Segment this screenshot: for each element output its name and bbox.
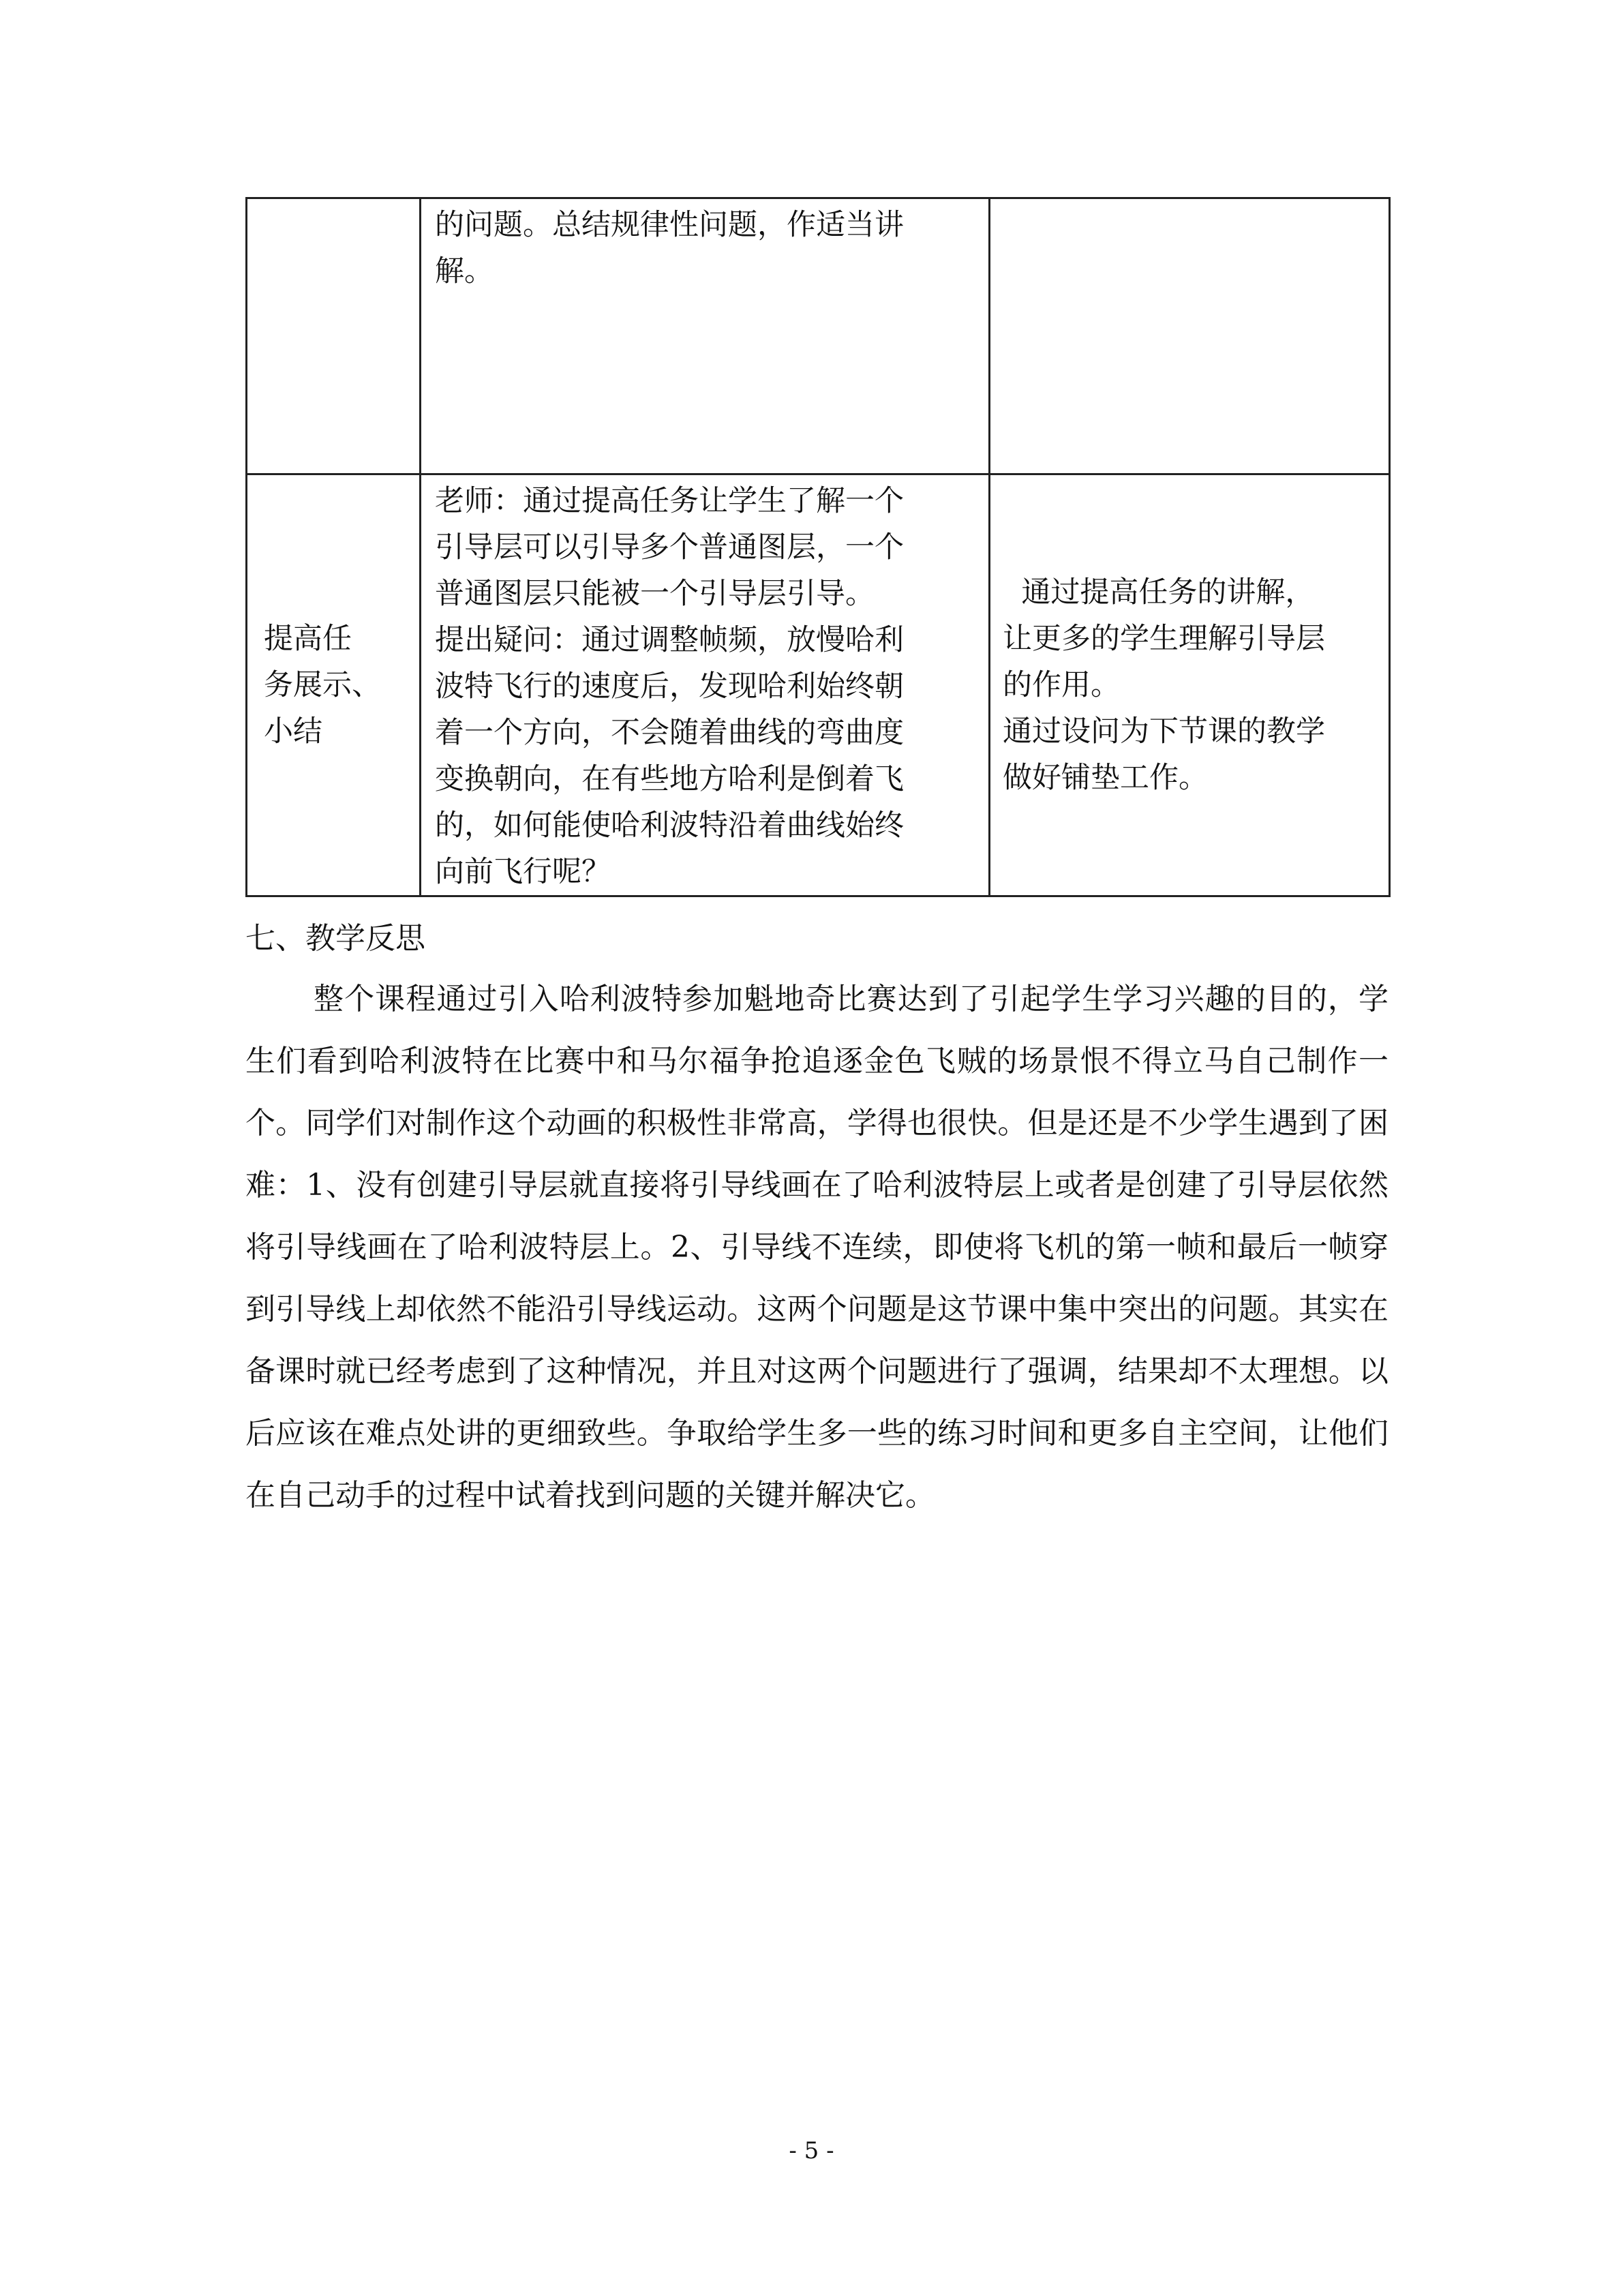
lesson-plan-table: [245, 197, 1391, 897]
teacher-activity-line: 解。: [435, 254, 494, 288]
table-row: [247, 198, 1390, 474]
stage-label-line: 小结: [264, 714, 322, 749]
teacher-activity-line: 波特飞行的速度后，发现哈利始终朝: [435, 669, 904, 704]
teacher-activity-cell: [421, 474, 990, 896]
design-purpose-cell: [990, 474, 1390, 896]
design-purpose-line: 通过设问为下节课的教学: [1003, 714, 1325, 749]
teacher-activity-line: 老师：通过提高任务让学生了解一个: [435, 484, 904, 518]
stage-label-line: 提高任: [264, 622, 352, 656]
page-number: - 5 -: [789, 2137, 834, 2164]
design-purpose-line: 通过提高任务的讲解，: [1003, 575, 1315, 609]
teacher-activity-cell: [421, 198, 990, 474]
teacher-activity-line: 变换朝向，在有些地方哈利是倒着飞: [435, 762, 904, 796]
design-purpose-line: 让更多的学生理解引导层: [1003, 622, 1325, 656]
stage-cell: [247, 474, 421, 896]
teacher-activity-line: 向前飞行呢？: [435, 855, 611, 889]
teacher-activity-line: 普通图层只能被一个引导层引导。: [435, 577, 875, 611]
design-purpose-line: 做好铺垫工作。: [1003, 761, 1208, 795]
table-row: [247, 474, 1390, 896]
design-purpose-line: 的作用。: [1003, 668, 1120, 702]
stage-label-line: 务展示、: [264, 668, 381, 702]
teacher-activity-line: 的，如何能使哈利波特沿着曲线始终: [435, 809, 904, 843]
reflection-paragraph: 整个课程通过引入哈利波特参加魁地奇比赛达到了引起学生学习兴趣的目的，学生们看到哈利波特在比赛中和马尔福争抢追逐金色飞贼的场景恨不得立马自己制作一个。同学们对制作这个动画的积极性非常高，学得也很快。但是还是不少学生遇到了困难：1、没有创建引导层就直接将引导线画在了哈利波特层上或者是创建了引导层依然将引导线画在了哈利波特层上。2、引导线不连续，即使将飞机的第一帧和最后一帧穿到引导线上却依然不能沿引导线运动。这两个问题是这节课中集中突出的问题。其实在备课时就已经考虑到了这种情况，并且对这两个问题进行了强调，结果却不太理想。以后应该在难点处讲的更细致些。争取给学生多一些的练习时间和更多自主空间，让他们在自己动手的过程中试着找到问题的关键并解决它。: [245, 982, 1389, 1513]
design-purpose-cell: [990, 198, 1390, 474]
teacher-activity-line: 的问题。总结规律性问题，作适当讲: [435, 208, 904, 242]
teacher-activity-line: 引导层可以引导多个普通图层，一个: [435, 530, 904, 564]
teacher-activity-line: 着一个方向，不会随着曲线的弯曲度: [435, 716, 904, 750]
stage-cell: [247, 198, 421, 474]
teacher-activity-line: 提出疑问：通过调整帧频，放慢哈利: [435, 623, 904, 657]
section-heading: 七、教学反思: [245, 921, 425, 956]
